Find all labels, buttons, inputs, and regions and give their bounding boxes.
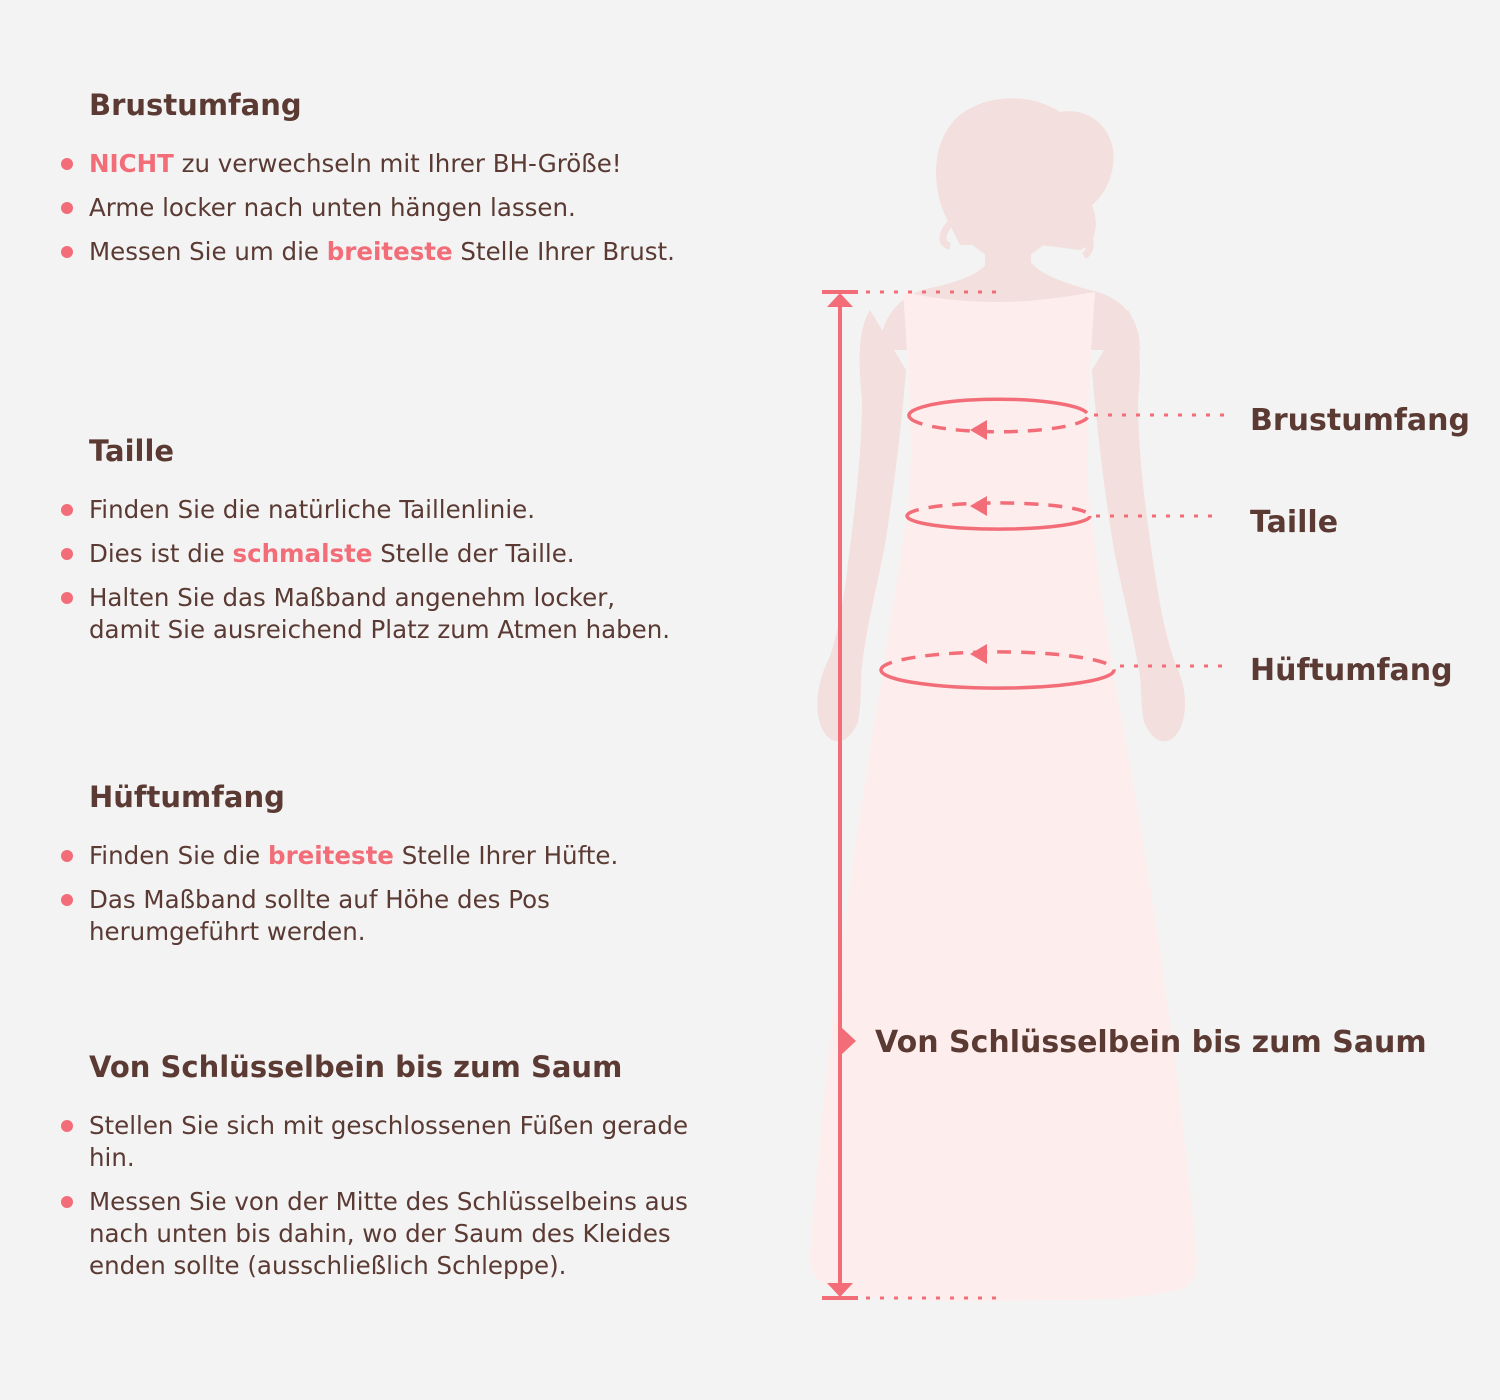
list-item: Arme locker nach unten hängen lassen. [89, 192, 689, 224]
list-item: Das Maßband sollte auf Höhe des Pos herumgeführt werden. [89, 884, 689, 948]
label-length: Von Schlüsselbein bis zum Saum [875, 1025, 1427, 1060]
list-item: Dies ist die schmalste Stelle der Taille. [89, 538, 689, 570]
section-title: Brustumfang [89, 88, 302, 122]
list-item: Halten Sie das Maßband angenehm locker, damit Sie ausreichend Platz zum Atmen haben. [89, 582, 689, 646]
list-item: NICHT zu verwechseln mit Ihrer BH-Größe! [89, 148, 689, 180]
list-item: Finden Sie die natürliche Taillenlinie. [89, 494, 689, 526]
section-title: Hüftumfang [89, 780, 285, 814]
section-title: Von Schlüsselbein bis zum Saum [89, 1050, 623, 1084]
label-hip: Hüftumfang [1250, 653, 1453, 688]
section-title: Taille [89, 434, 175, 468]
list-item: Messen Sie um die breiteste Stelle Ihrer Brust. [89, 236, 689, 268]
arrowhead-up-icon [827, 293, 853, 307]
list-item: Stellen Sie sich mit geschlossenen Füßen gerade hin. [89, 1111, 689, 1172]
label-waist: Taille [1250, 505, 1339, 540]
list-item: Messen Sie von der Mitte des Schlüsselbeins aus nach unten bis dahin, wo der Saum des Kleides enden sollte (ausschließlich Schleppe). [89, 1187, 688, 1280]
list-item: Finden Sie die breiteste Stelle Ihrer Hüfte. [89, 840, 689, 872]
hair-curl-left [943, 220, 955, 246]
label-bust: Brustumfang [1250, 403, 1470, 438]
